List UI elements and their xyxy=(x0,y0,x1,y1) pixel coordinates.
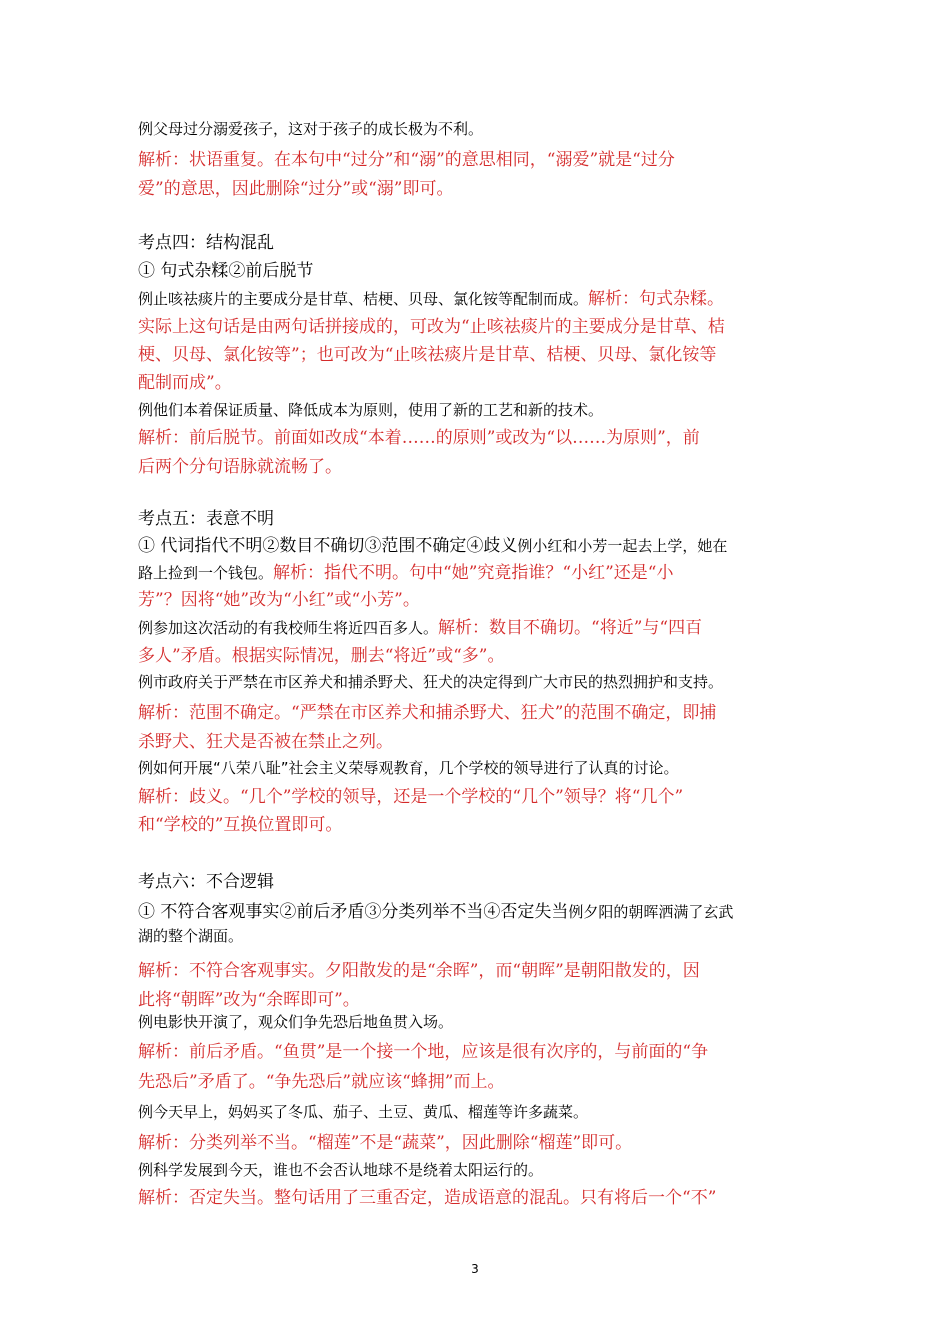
example-sentence: 例科学发展到今天，谁也不会否认地球不是绕着太阳运行的。 xyxy=(138,1161,544,1179)
analysis-text: 解析：数目不确切。“将近”与“四百 xyxy=(438,618,703,638)
analysis-text: 梗、贝母、氯化铵等”；也可改为“止咳祛痰片是甘草、桔梗、贝母、氯化铵等 xyxy=(138,345,717,365)
example-with-analysis xyxy=(138,613,702,638)
example-sentence: 路上捡到一个钱包。 xyxy=(138,564,274,582)
analysis-text: 后两个分句语脉就流畅了。 xyxy=(138,457,342,477)
example-sentence: 例参加这次活动的有我校师生将近四百多人。 xyxy=(138,619,439,637)
analysis-text: 解析：指代不明。句中“她”究竟指谁？“小红”还是“小 xyxy=(273,563,674,583)
example-sentence: 例电影快开演了，观众们争先恐后地鱼贯入场。 xyxy=(138,1013,454,1031)
analysis-text: 芳”？因将“她”改为“小红”或“小芳”。 xyxy=(138,590,420,610)
analysis-text: 解析：歧义。“几个”学校的领导，还是一个学校的“几个”领导？将“几个” xyxy=(138,787,684,807)
analysis-text: 配制而成”。 xyxy=(138,373,232,393)
page-number: 3 xyxy=(471,1262,479,1276)
subtopic-list: ① 不符合客观事实②前后矛盾③分类列举不当④否定失当 xyxy=(138,902,569,922)
analysis-text: 解析：否定失当。整句话用了三重否定，造成语意的混乱。只有将后一个“不” xyxy=(138,1188,717,1208)
section-heading: 考点五：表意不明 xyxy=(138,509,274,529)
analysis-text: 多人”矛盾。根据实际情况，删去“将近”或“多”。 xyxy=(138,646,505,666)
analysis-text: 先恐后”矛盾了。“争先恐后”就应该“蜂拥”而上。 xyxy=(138,1072,505,1092)
analysis-text: 解析：不符合客观事实。夕阳散发的是“余晖”，而“朝晖”是朝阳散发的，因 xyxy=(138,961,700,981)
subtopic-with-example xyxy=(138,531,727,556)
analysis-text: 和“学校的”互换位置即可。 xyxy=(138,815,343,835)
subtopic-list: ① 句式杂糅②前后脱节 xyxy=(138,261,314,281)
section-heading: 考点四：结构混乱 xyxy=(138,233,274,253)
analysis-text: 实际上这句话是由两句话拼接成的，可改为“止咳祛痰片的主要成分是甘草、桔 xyxy=(138,317,725,337)
analysis-text: 解析：句式杂糅。 xyxy=(588,289,725,309)
example-sentence: 例小红和小芳一起去上学，她在 xyxy=(517,537,728,555)
example-sentence: 例夕阳的朝晖洒满了玄武 xyxy=(568,903,734,921)
example-sentence: 例如何开展“八荣八耻”社会主义荣辱观教育，几个学校的领导进行了认真的讨论。 xyxy=(138,759,679,777)
analysis-text: 解析：前后矛盾。“鱼贯”是一个接一个地，应该是很有次序的，与前面的“争 xyxy=(138,1042,709,1062)
example-sentence: 湖的整个湖面。 xyxy=(138,927,244,945)
analysis-text: 解析：前后脱节。前面如改成“本着……的原则”或改为“以……为原则”，前 xyxy=(138,428,700,448)
example-sentence: 例市政府关于严禁在市区养犬和捕杀野犬、狂犬的决定得到广大市民的热烈拥护和支持。 xyxy=(138,673,724,691)
example-sentence: 例止咳祛痰片的主要成分是甘草、桔梗、贝母、氯化铵等配制而成。 xyxy=(138,290,589,308)
analysis-text: 此将“朝晖”改为“余晖即可”。 xyxy=(138,990,360,1010)
analysis-text: 解析：分类列举不当。“榴莲”不是“蔬菜”，因此删除“榴莲”即可。 xyxy=(138,1133,633,1153)
subtopic-list: ① 代词指代不明②数目不确切③范围不确定④歧义 xyxy=(138,536,518,556)
example-with-analysis xyxy=(138,284,724,309)
subtopic-with-example xyxy=(138,897,733,922)
example-with-analysis xyxy=(138,558,673,583)
analysis-text: 杀野犬、狂犬是否被在禁止之列。 xyxy=(138,732,393,752)
example-sentence: 例他们本着保证质量、降低成本为原则，使用了新的工艺和新的技术。 xyxy=(138,401,604,419)
example-sentence: 例今天早上，妈妈买了冬瓜、茄子、土豆、黄瓜、榴莲等许多蔬菜。 xyxy=(138,1103,589,1121)
analysis-text: 解析：范围不确定。“严禁在市区养犬和捕杀野犬、狂犬”的范围不确定，即捕 xyxy=(138,703,717,723)
analysis-text: 爱”的意思，因此删除“过分”或“溺”即可。 xyxy=(138,179,454,199)
section-heading: 考点六：不合逻辑 xyxy=(138,872,274,892)
example-sentence: 例父母过分溺爱孩子，这对于孩子的成长极为不利。 xyxy=(138,120,484,138)
analysis-text: 解析：状语重复。在本句中“过分”和“溺”的意思相同，“溺爱”就是“过分 xyxy=(138,150,675,170)
